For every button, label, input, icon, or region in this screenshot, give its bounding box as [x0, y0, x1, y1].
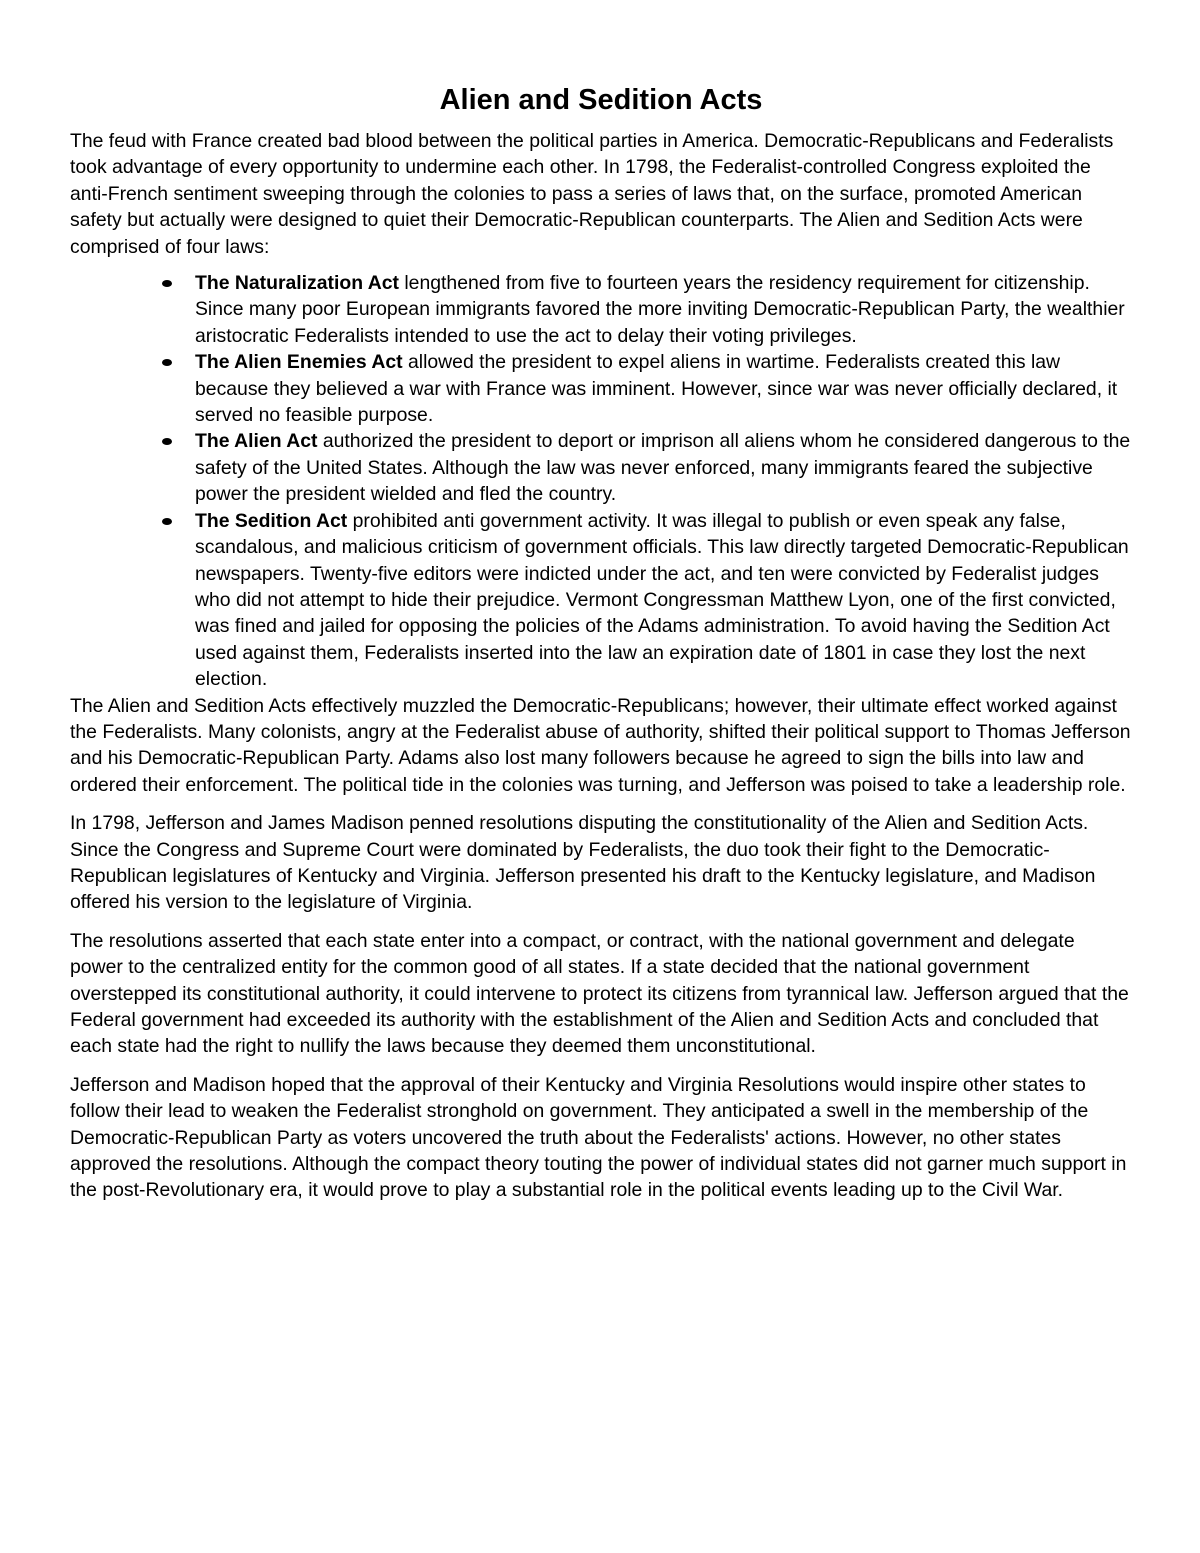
law-term: The Alien Enemies Act — [195, 351, 403, 374]
law-description: prohibited anti government activity. It was illegal to publish or even speak any false, scandalous, and malicious criticism of government officials. This law directly targeted Democratic-Republican newspapers. Twenty-five editors were indicted under the act, and ten were convicted by Federalist judges who did not attempt to hide their prejudice. Vermont Congressman Matthew Lyon, one of the first convicted, was fined and jailed for opposing the policies of the Adams administration. To avoid having the Sedition Act used against them, Federalists inserted into the law an expiration date of 1801 in case they lost the next election. — [195, 509, 1129, 691]
bullet-icon — [162, 438, 172, 445]
body-paragraph: The Alien and Sedition Acts effectively muzzled the Democratic-Republicans; however, their ultimate effect worked against the Federalists. Many colonists, angry at the Federalist abuse of authority, shifted their political support to Thomas Jefferson and his Democratic-Republican Party. Adams also lost many followers because he agreed to sign the bills into law and ordered their enforcement. The political tide in the colonies was turning, and Jefferson was poised to take a leadership role. — [70, 694, 1131, 796]
list-item — [195, 270, 1132, 349]
body-paragraph: In 1798, Jefferson and James Madison penned resolutions disputing the constitutionality of the Alien and Sedition Acts. Since the Congress and Supreme Court were dominated by Federalists, the duo took their fight to the Democratic-Republican legislatures of Kentucky and Virginia. Jefferson presented his draft to the Kentucky legislature, and Madison offered his version to the legislature of Virginia. — [70, 812, 1096, 914]
intro-paragraph: The feud with France created bad blood between the political parties in America. Democratic-Republicans and Federalists took advantage of every opportunity to undermine each other. In 1798, the Federalist-controlled Congress exploited the anti-French sentiment sweeping through the colonies to pass a series of laws that, on the surface, promoted American safety but actually were designed to quiet their Democratic-Republican counterparts. The Alien and Sedition Acts were comprised of four laws: — [70, 130, 1114, 258]
law-description: allowed the president to expel aliens in wartime. Federalists created this law because they believed a war with France was imminent. However, since war was never officially declared, it served no feasible purpose. — [195, 351, 1118, 427]
bullet-icon — [162, 359, 172, 366]
list-item — [195, 508, 1132, 693]
body-paragraph: Jefferson and Madison hoped that the approval of their Kentucky and Virginia Resolutions would inspire other states to follow their lead to weaken the Federalist stronghold on government. They anticipated a swell in the membership of the Democratic-Republican Party as voters uncovered the truth about the Federalists' actions. However, no other states approved the resolutions. Although the compact theory touting the power of individual states did not garner much support in the post-Revolutionary era, it would prove to play a substantial role in the political events leading up to the Civil War. — [70, 1073, 1127, 1202]
law-description: lengthened from five to fourteen years the residency requirement for citizenship. Since many poor European immigrants favored the more inviting Democratic-Republican Party, the wealthier aristocratic Federalists intended to use the act to delay their voting privileges. — [195, 272, 1125, 347]
body-paragraph: The resolutions asserted that each state enter into a compact, or contract, with the national government and delegate power to the centralized entity for the common good of all states. If a state decided that the national government overstepped its constitutional authority, it could intervene to protect its citizens from tyrannical law. Jefferson argued that the Federal government had exceeded its authority with the establishment of the Alien and Sedition Acts and concluded that each state had the right to nullify the laws because they deemed them unconstitutional. — [70, 929, 1129, 1058]
list-item — [195, 349, 1132, 428]
law-term: The Naturalization Act — [195, 272, 399, 295]
document-page — [70, 84, 1132, 1204]
list-item — [195, 428, 1132, 507]
bullet-icon — [162, 280, 172, 287]
law-term: The Sedition Act — [195, 509, 348, 532]
law-term: The Alien Act — [195, 430, 318, 453]
laws-list — [70, 270, 1132, 693]
document-title: Alien and Sedition Acts — [439, 84, 763, 116]
law-description: authorized the president to deport or imprison all aliens whom he considered dangerous to the safety of the United States. Although the law was never enforced, many immigrants feared the subjective power the president wielded and fled the country. — [195, 430, 1131, 506]
bullet-icon — [162, 518, 172, 525]
